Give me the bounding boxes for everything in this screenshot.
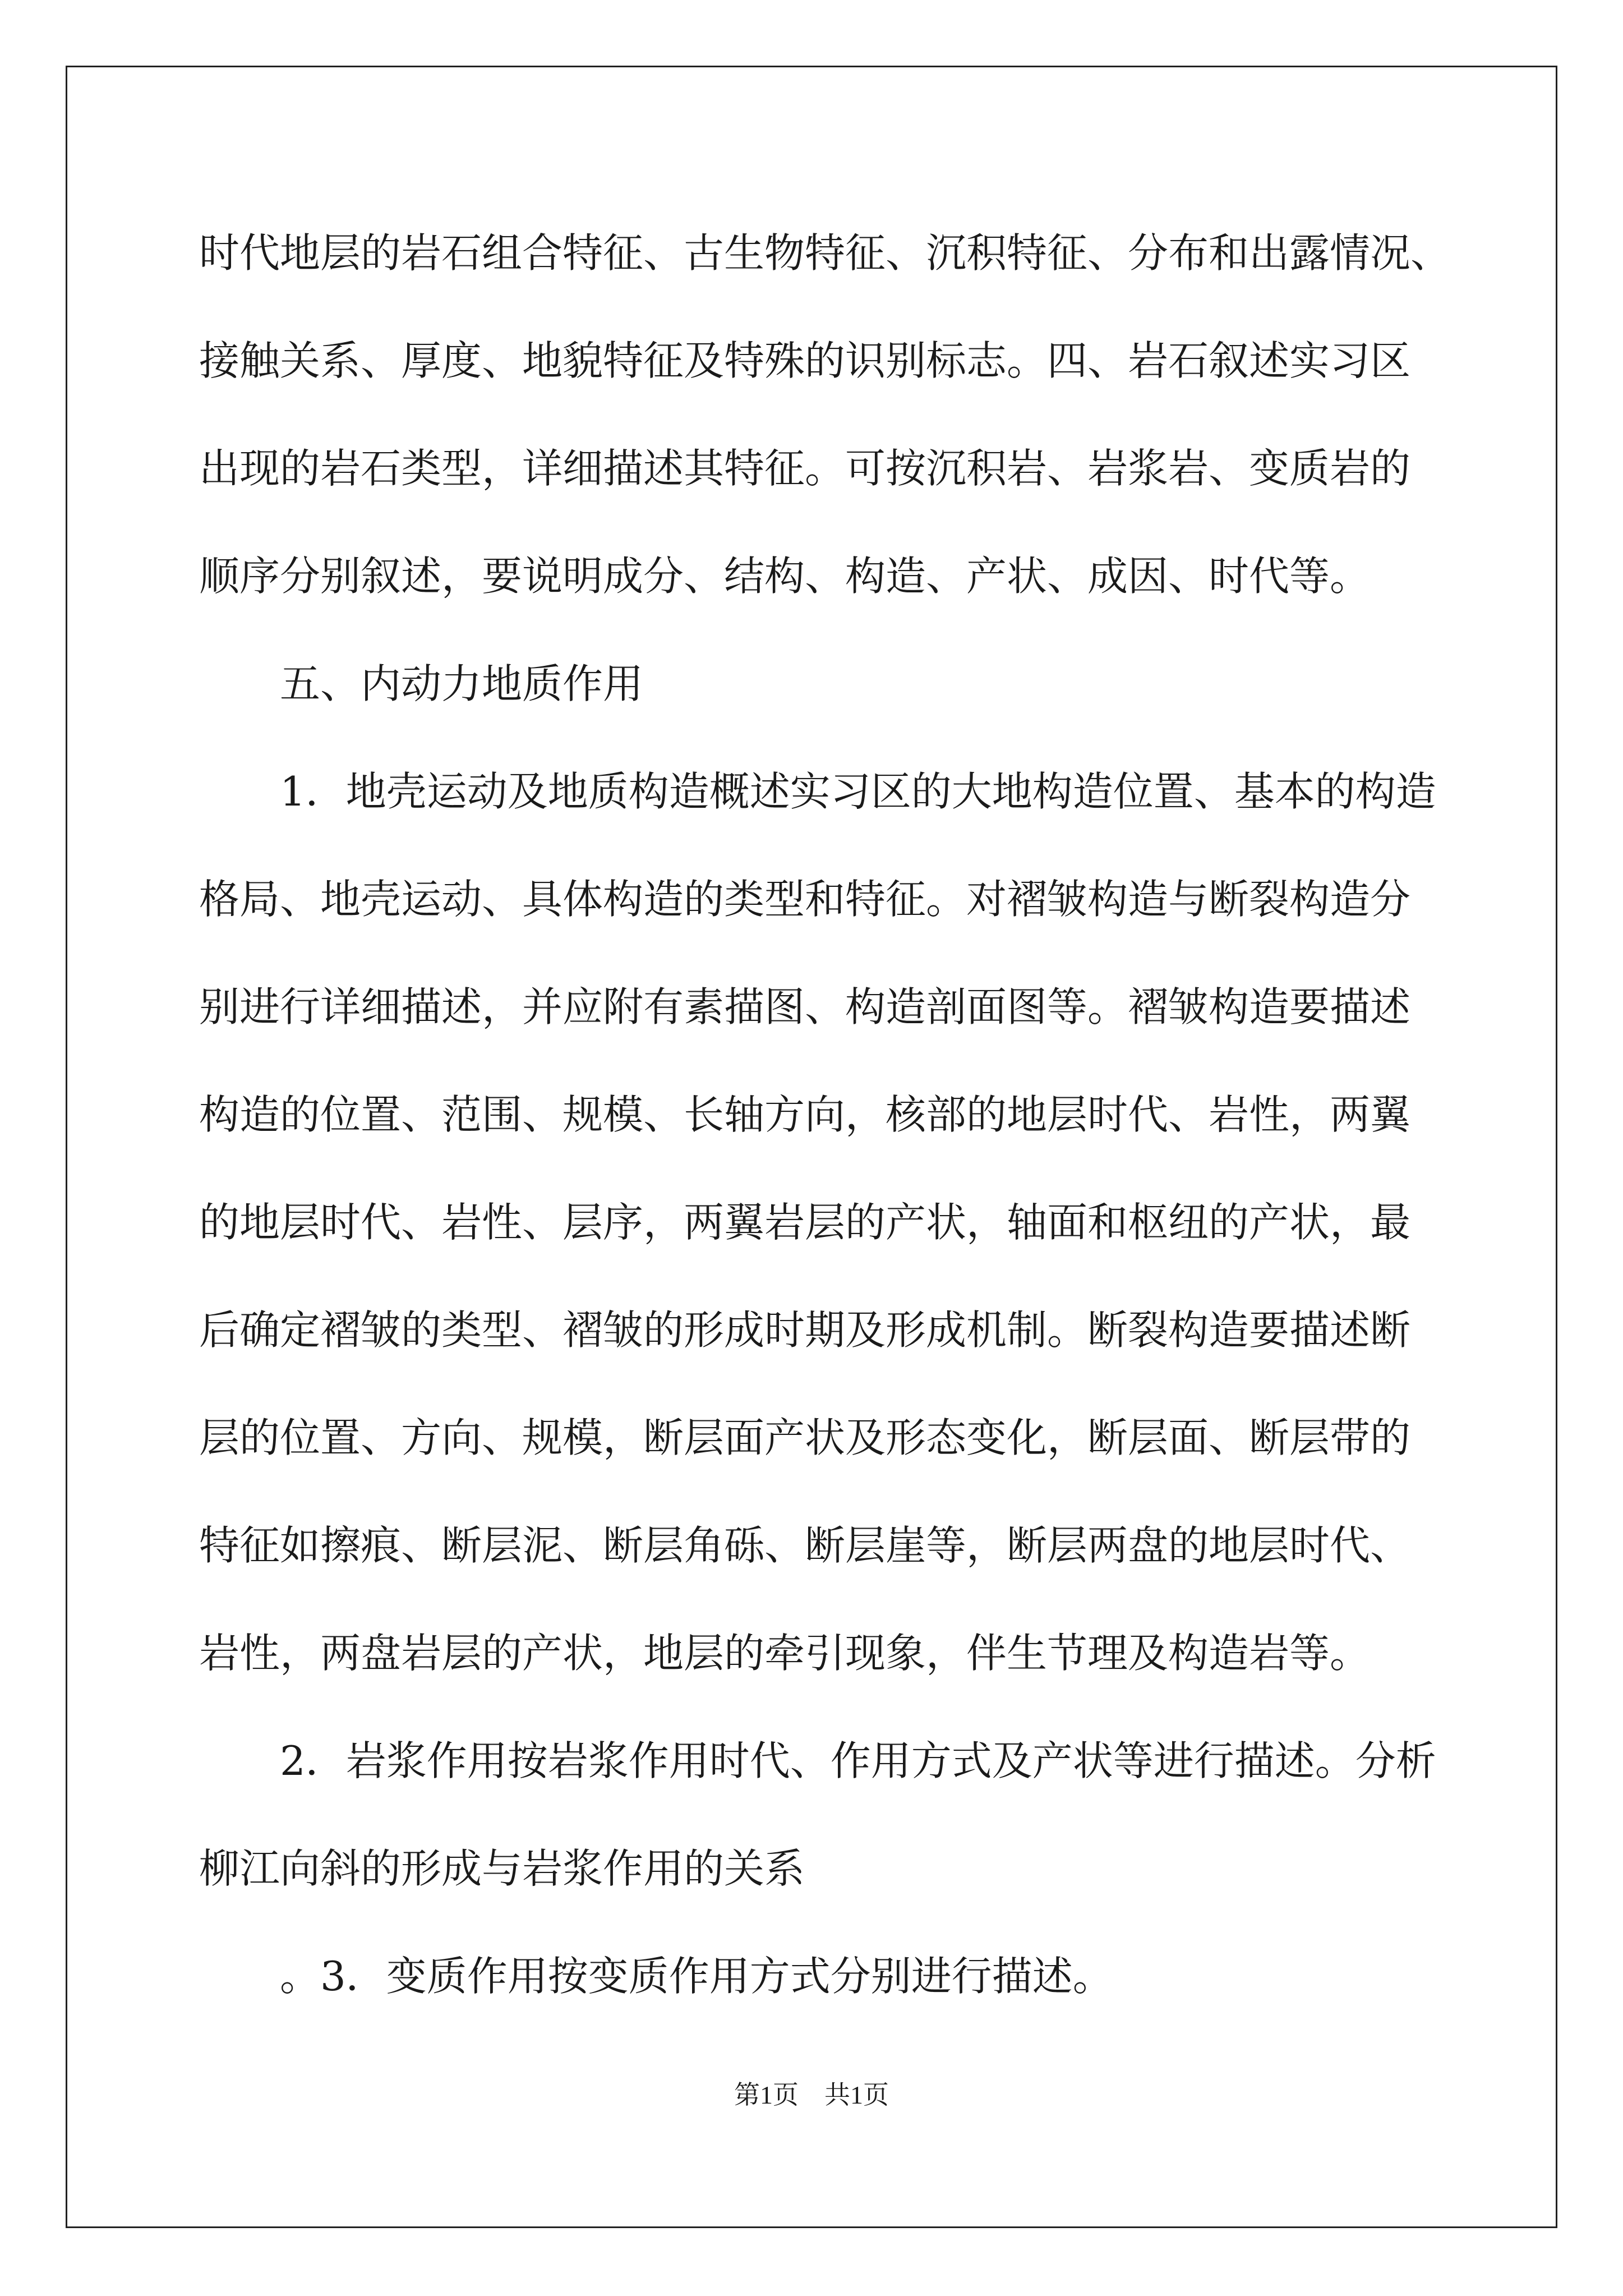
text-line: 接触关系、厚度、地貌特征及特殊的识别标志。四、岩石叙述实习区 [199,337,1411,384]
text-line: 后确定褶皱的类型、褶皱的形成时期及形成机制。断裂构造要描述断 [199,1306,1411,1354]
text-line: 2．岩浆作用按岩浆作用时代、作用方式及产状等进行描述。分析 [199,1737,1436,1784]
text-line: 层的位置、方向、规模，断层面产状及形态变化，断层面、断层带的 [199,1414,1411,1461]
text-line: 。3．变质作用按变质作用方式分别进行描述。 [199,1953,1113,2000]
document-body [199,199,1461,2030]
text-line: 岩性，两盘岩层的产状，地层的牵引现象，伴生节理及构造岩等。 [199,1630,1371,1677]
section-heading: 五、内动力地质作用 [199,660,644,707]
page-footer: 第1页 共1页 [734,2081,889,2109]
text-line: 别进行详细描述，并应附有素描图、构造剖面图等。褶皱构造要描述 [199,983,1411,1030]
text-line: 时代地层的岩石组合特征、古生物特征、沉积特征、分布和出露情况、 [199,229,1451,277]
text-line: 顺序分别叙述，要说明成分、结构、构造、产状、成因、时代等。 [199,553,1371,600]
text-line: 的地层时代、岩性、层序，两翼岩层的产状，轴面和枢纽的产状，最 [199,1199,1411,1246]
text-line: 构造的位置、范围、规模、长轴方向，核部的地层时代、岩性，两翼 [199,1091,1411,1138]
text-line: 格局、地壳运动、具体构造的类型和特征。对褶皱构造与断裂构造分 [199,876,1411,923]
text-line: 出现的岩石类型，详细描述其特征。可按沉积岩、岩浆岩、变质岩的 [199,445,1411,492]
text-line: 特征如擦痕、断层泥、断层角砾、断层崖等，断层两盘的地层时代、 [199,1522,1411,1569]
text-line: 柳江向斜的形成与岩浆作用的关系 [199,1845,805,1892]
text-line: 1．地壳运动及地质构造概述实习区的大地构造位置、基本的构造 [199,768,1436,815]
